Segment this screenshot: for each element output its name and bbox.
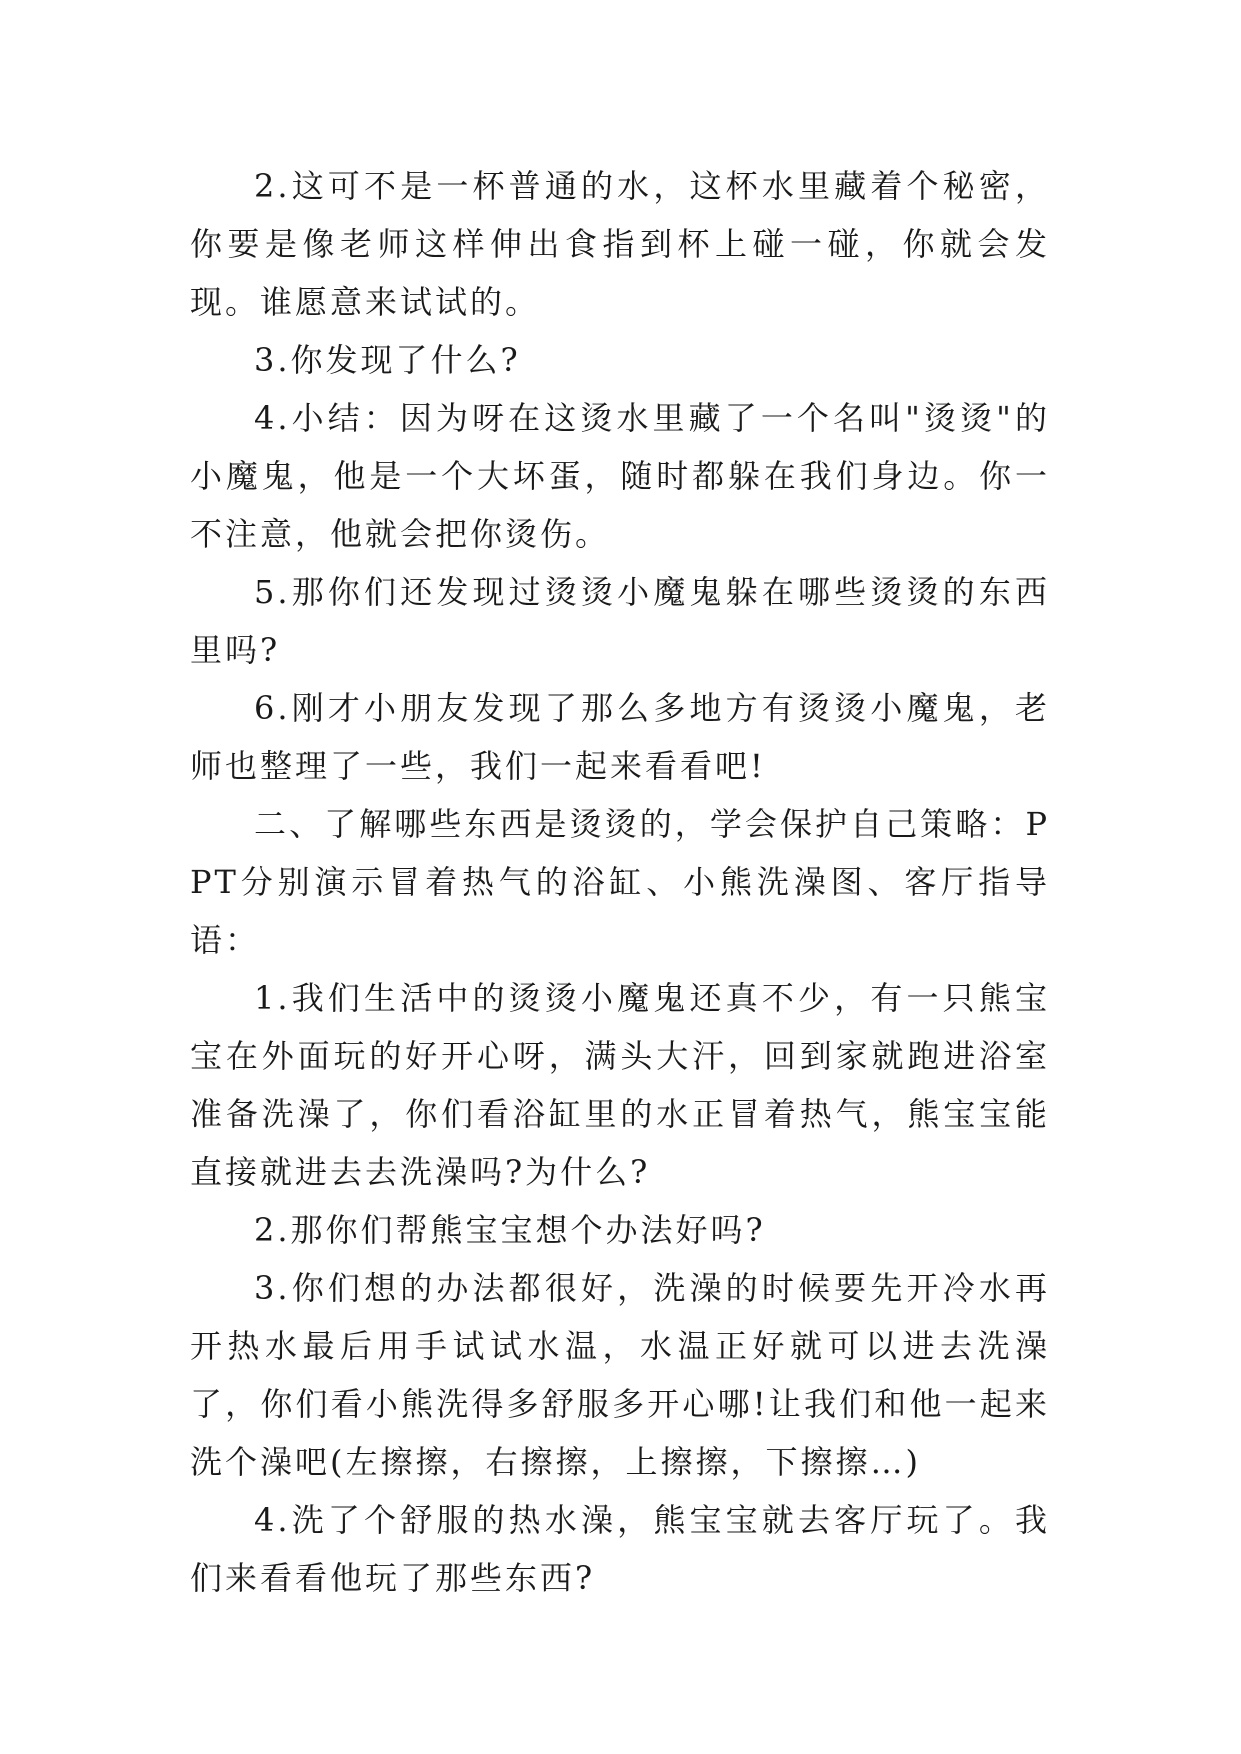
paragraph: 2.那你们帮熊宝宝想个办法好吗? xyxy=(254,1211,766,1249)
paragraph: 4.洗了个舒服的热水澡，熊宝宝就去客厅玩了。我们来看看他玩了那些东西? xyxy=(190,1501,1050,1597)
paragraph: 5.那你们还发现过烫烫小魔鬼躲在哪些烫烫的东西里吗? xyxy=(190,573,1050,669)
paragraph: 3.你发现了什么? xyxy=(254,341,521,379)
paragraph: 4.小结：因为呀在这烫水里藏了一个名叫"烫烫"的小魔鬼，他是一个大坏蛋，随时都躲在我们身边。你一不注意，他就会把你烫伤。 xyxy=(190,399,1050,553)
paragraph: 6.刚才小朋友发现了那么多地方有烫烫小魔鬼，老师也整理了一些，我们一起来看看吧! xyxy=(190,689,1050,785)
document-body xyxy=(190,157,1050,1607)
section-heading: 二、了解哪些东西是烫烫的，学会保护自己策略：PPT分别演示冒着热气的浴缸、小熊洗澡图、客厅指导语： xyxy=(190,805,1050,959)
paragraph: 3.你们想的办法都很好，洗澡的时候要先开冷水再开热水最后用手试试水温，水温正好就可以进去洗澡了，你们看小熊洗得多舒服多开心哪!让我们和他一起来洗个澡吧(左擦擦，右擦擦，上擦擦，下擦擦…) xyxy=(190,1269,1050,1481)
paragraph: 2.这可不是一杯普通的水，这杯水里藏着个秘密，你要是像老师这样伸出食指到杯上碰一碰，你就会发现。谁愿意来试试的。 xyxy=(190,167,1050,321)
paragraph: 1.我们生活中的烫烫小魔鬼还真不少，有一只熊宝宝在外面玩的好开心呀，满头大汗，回到家就跑进浴室准备洗澡了，你们看浴缸里的水正冒着热气，熊宝宝能直接就进去去洗澡吗?为什么? xyxy=(190,979,1050,1191)
